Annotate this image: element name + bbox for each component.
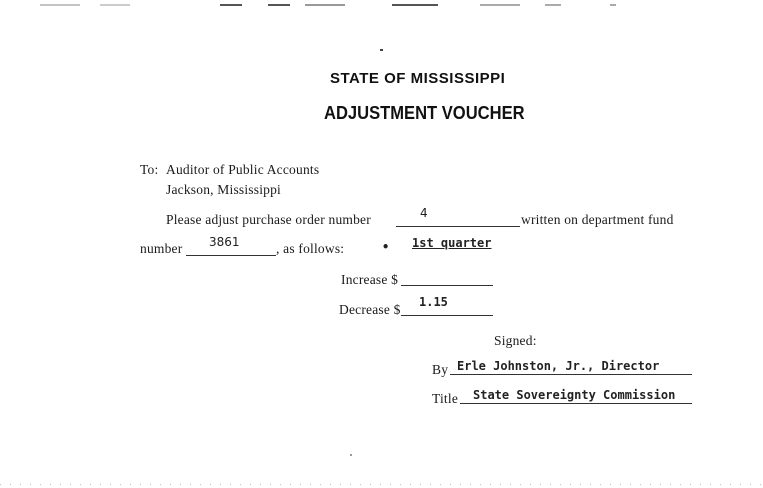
scan-dot-bottom bbox=[350, 454, 352, 456]
as-follows-text: , as follows: bbox=[276, 241, 345, 256]
written-on-text: written on department fund bbox=[521, 212, 674, 227]
title-label: Title bbox=[432, 391, 459, 406]
po-number-value: 4 bbox=[420, 206, 428, 220]
scan-bottom-edge bbox=[0, 484, 763, 485]
decrease-label: Decrease $ bbox=[339, 302, 401, 317]
request-sentence: Please adjust purchase order number bbox=[166, 212, 371, 227]
signer-title: State Sovereignty Commission bbox=[473, 388, 676, 402]
po-number-line bbox=[396, 226, 520, 227]
to-label: To: bbox=[140, 162, 159, 177]
decrease-value: 1.15 bbox=[419, 295, 448, 309]
address-line-2: Jackson, Mississippi bbox=[166, 182, 282, 197]
number-label: number bbox=[140, 241, 183, 256]
signed-label: Signed: bbox=[494, 333, 537, 348]
by-label: By bbox=[432, 362, 449, 377]
fund-number-value: 3861 bbox=[209, 235, 240, 249]
signer-name: Erle Johnston, Jr., Director bbox=[457, 359, 660, 373]
bullet-mark: • bbox=[382, 240, 390, 254]
fund-number-line bbox=[186, 255, 276, 256]
increase-label: Increase $ bbox=[341, 272, 399, 287]
scan-edge-marks bbox=[40, 3, 630, 7]
increase-line bbox=[401, 285, 493, 286]
state-heading: STATE OF MISSISSIPPI bbox=[330, 70, 506, 87]
address-line-1: Auditor of Public Accounts bbox=[166, 162, 320, 177]
by-line bbox=[450, 374, 692, 375]
voucher-title: ADJUSTMENT VOUCHER bbox=[324, 103, 525, 123]
decrease-line bbox=[401, 315, 493, 316]
quarter-value: 1st quarter bbox=[412, 236, 492, 250]
scan-dot bbox=[380, 49, 383, 51]
title-line bbox=[460, 403, 692, 404]
